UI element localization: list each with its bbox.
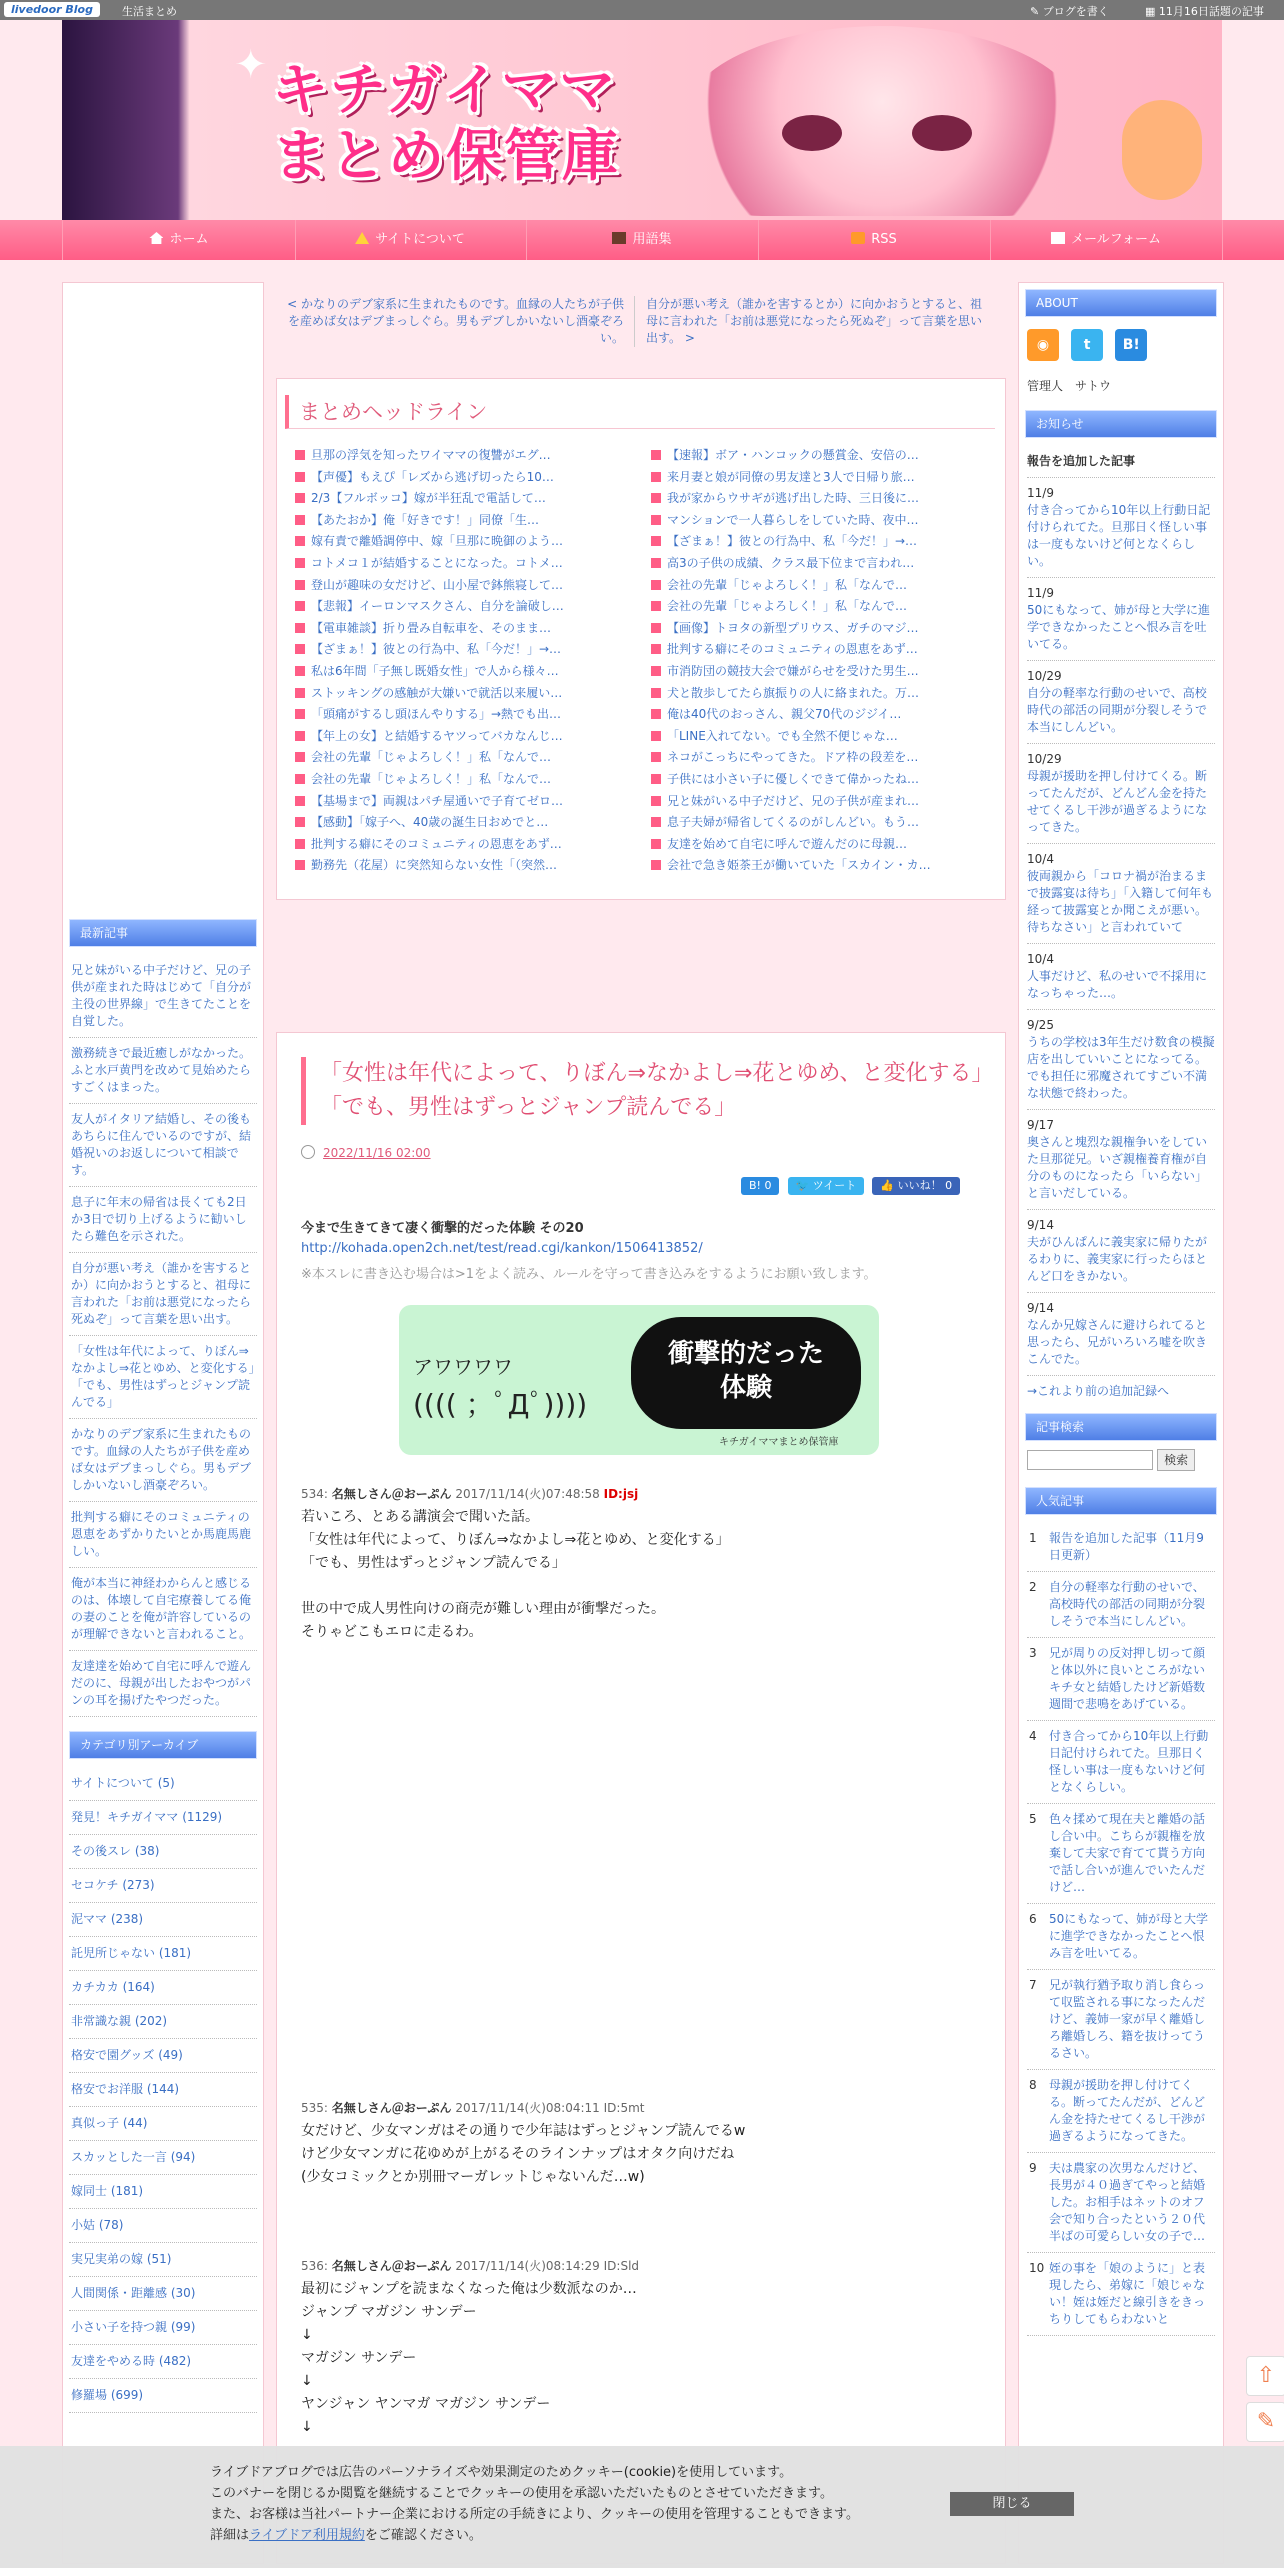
right-sidebar — [1018, 282, 1224, 2564]
ranking-item[interactable]: 9 夫は農家の次男なんだけど、長男が４０過ぎてやっと結婚した。お相手はネットのオフ会で知り合ったという２０代半ばの可愛らしい女の子で… — [1027, 2153, 1215, 2253]
rank-number: 8 — [1029, 2078, 1037, 2092]
category-archive-list — [63, 1767, 263, 2413]
ranking-item[interactable]: 3 兄が周りの反対押し切って顔と体以外に良いところがないキチ女と結婚したけど新婚数週間で悲鳴をあげている。 — [1027, 1638, 1215, 1721]
list-item[interactable]: 格安でお洋服 (144) — [69, 2073, 257, 2107]
headline-item[interactable]: ストッキングの感触が大嫌いで就活以来履い… — [295, 683, 625, 703]
bullet-icon — [651, 774, 661, 784]
bullet-icon — [295, 450, 305, 460]
twitter-icon[interactable]: t — [1071, 329, 1103, 361]
headline-item[interactable]: 会社の先輩「じゃよろしく！」私「なんで… — [651, 575, 981, 595]
list-item[interactable]: 託児所じゃない (181) — [69, 1937, 257, 1971]
next-article-link[interactable]: 自分が悪い考え（誰かを害するとか）に向かおうとすると、祖母に言われた「お前は悪党になったら死ぬぞ」って言葉を思い出す。 > — [646, 297, 983, 345]
headline-item[interactable]: 高3の子供の成績、クラス最下位まで言われ… — [651, 553, 981, 573]
bullet-icon — [295, 688, 305, 698]
headline-item[interactable]: 勤務先（花屋）に突然知らない女性「（突然… — [295, 855, 625, 875]
mascot-eye-left — [782, 115, 842, 151]
rank-number: 10 — [1029, 2261, 1045, 2275]
thumb-up-icon: 👍 — [880, 1179, 895, 1192]
comment-post — [301, 1485, 981, 1644]
mascot-eye-right — [912, 115, 972, 151]
list-item[interactable]: 俺が本当に神経わからんと感じるのは、体壊して自宅療養してる俺の妻のことを俺が許容しているのが理解できないと言われること。 — [69, 1568, 257, 1651]
list-item[interactable]: 友人がイタリア結婚し、その後もあちらに住んでいるのですが、結婚祝いのお返しについて相談です。 — [69, 1104, 257, 1187]
terms-link[interactable]: ライブドア利用規約 — [249, 2528, 365, 2543]
tweet-button[interactable]: 🐦 ツイート — [788, 1177, 865, 1195]
ranking-item[interactable]: 6 50にもなって、姉が母と大学に進学できなかったことへ恨み言を吐いてる。 — [1027, 1904, 1215, 1970]
headline-item[interactable]: コトメコ１が結婚することになった。コトメ… — [295, 553, 625, 573]
bullet-icon — [651, 709, 661, 719]
cookie-close-button[interactable]: 閉じる — [950, 2492, 1074, 2516]
post-header: 535: 名無しさん＠おーぷん 2017/11/14(火)08:04:11 ID:5mt — [301, 2101, 645, 2115]
mascot-girl-illustration — [682, 26, 1082, 216]
rss-icon — [851, 232, 865, 244]
home-icon — [149, 232, 163, 244]
bullet-icon — [295, 558, 305, 568]
headline-item[interactable]: 【速報】ボア・ハンコックの懸賞金、安倍の… — [651, 445, 981, 465]
headline-item[interactable]: 「LINE入れてない。でも全然不便じゃな… — [651, 726, 981, 746]
headline-item[interactable]: マンションで一人暮らしをしていた時、夜中… — [651, 510, 981, 530]
list-item[interactable]: 9/17 奥さんと塊烈な親権争いをしていた旦那従兄。いざ親権養育権が自分のものになったら「いらない」と言いだしている。 — [1027, 1110, 1215, 1210]
follow-icons — [1027, 329, 1223, 363]
recent-articles-title: 最新記事 — [69, 919, 257, 947]
list-item[interactable]: その後スレ (38) — [69, 1835, 257, 1869]
rank-number: 3 — [1029, 1646, 1037, 1660]
bullet-icon — [651, 666, 661, 676]
list-item[interactable]: サイトについて (5) — [69, 1767, 257, 1801]
list-item[interactable]: 批判する癖にそのコミュニティの恩恵をあずかりたいとか馬鹿馬鹿しい。 — [69, 1502, 257, 1568]
list-item[interactable]: 激務続きで最近癒しがなかった。ふと水戸黄門を改めて見始めたらすごくはまった。 — [69, 1038, 257, 1104]
list-item[interactable]: 9/25 うちの学校は3年生だけ数食の模擬店を出していいことになってる。でも担任に邪魔されてすごい不満な状態で終わった。 — [1027, 1010, 1215, 1110]
rank-number: 5 — [1029, 1812, 1037, 1826]
more-notices-link[interactable]: →これより前の追加記録へ — [1027, 1384, 1170, 1398]
headline-title: まとめヘッドライン — [285, 395, 995, 429]
headline-item[interactable]: 【あたおか】俺「好きです！」同僚「生… — [295, 510, 625, 530]
list-item[interactable]: 友達達を始めて自宅に呼んで遊んだのに、母親が出したおやつがパンの耳を揚げたやつだった。 — [69, 1651, 257, 1717]
hatena-icon[interactable]: B! — [1115, 329, 1147, 361]
clock-icon — [301, 1145, 315, 1159]
bullet-icon — [295, 796, 305, 806]
list-item[interactable]: 10/4 彼両親から「コロナ禍が治まるまで披露宴は待ち」「入籍して何年も経って披露宴とか聞こえが悪い。待ちなさい」と言われていて — [1027, 844, 1215, 944]
post-body: 若いころ、とある講演会で聞いた話。 「女性は年代によって、りぼん⇒なかよし⇒花とゆめ、と変化する」 「でも、男性はずっとジャンプ読んでる」 世の中で成人男性向けの商売が難しい理由が衝撃だった。 そりゃどこもエロに走るわ。 — [301, 1509, 730, 1640]
nav-rss[interactable]: RSS — [758, 220, 991, 260]
article — [276, 1032, 1006, 2564]
banner-speech-cloud: 衝撃的だった 体験 — [631, 1317, 861, 1429]
bullet-icon — [295, 731, 305, 741]
headline-item[interactable]: 犬と散歩してたら旗振りの人に絡まれた。万… — [651, 683, 981, 703]
headline-item[interactable]: 会社の先輩「じゃよろしく！」私「なんで… — [295, 747, 625, 767]
source-thread-title: 今まで生きてきて凄く衝撃的だった体験 その20 — [301, 1221, 584, 1236]
headline-item[interactable]: 市消防団の競技大会で嫌がらせを受けた男生… — [651, 661, 981, 681]
list-item[interactable]: 10/29 自分の軽率な行動のせいで、高校時代の部活の同期が分裂しそうで本当にしんどい。 — [1027, 661, 1215, 744]
headline-item[interactable]: ネコがこっちにやってきた。ドア枠の段差を… — [651, 747, 981, 767]
shocking-experience-banner — [399, 1305, 879, 1455]
write-blog-link[interactable]: ✎ ブログを書く — [1030, 5, 1109, 18]
site-title: キチガイママ まとめ保管庫 — [272, 58, 620, 189]
headline-item[interactable]: 【画像】トヨタの新型プリウス、ガチのマジ… — [651, 618, 981, 638]
hatena-bookmark-button[interactable]: B! 0 — [741, 1177, 779, 1195]
ranking-item[interactable]: 2 自分の軽率な行動のせいで、高校時代の部活の同期が分裂しそうで本当にしんどい。 — [1027, 1572, 1215, 1638]
headline-item[interactable]: 【ざまぁ！】彼との行為中、私「今だ！」→… — [295, 639, 625, 659]
warning-icon — [355, 232, 369, 244]
bullet-icon — [651, 536, 661, 546]
nav-home[interactable]: ホーム — [62, 220, 296, 260]
search-input[interactable] — [1027, 1450, 1153, 1470]
list-item[interactable]: 発見！キチガイママ (1129) — [69, 1801, 257, 1835]
pencil-icon: ✎ — [1256, 2409, 1276, 2434]
list-item[interactable]: 人間関係・距離感 (30) — [69, 2277, 257, 2311]
rank-number: 7 — [1029, 1978, 1037, 1992]
headline-item[interactable]: 息子夫婦が帰省してくるのがしんどい。もう… — [651, 812, 981, 832]
list-item[interactable]: 10/4 人事だけど、私のせいで不採用になっちゃった…。 — [1027, 944, 1215, 1010]
notice-list — [1019, 446, 1223, 1376]
bullet-icon — [651, 796, 661, 806]
banner-site-mark: キチガイママまとめ保管庫 — [719, 1437, 839, 1448]
list-item[interactable]: 小さい子を持つ親 (99) — [69, 2311, 257, 2345]
prev-article-link[interactable]: < かなりのデブ家系に生まれたものです。血縁の人たちが子供を産めば女はデブまっしぐら。男もデブしかいないし酒豪ぞろい。 — [286, 296, 635, 347]
list-item[interactable]: 嫁同士 (181) — [69, 2175, 257, 2209]
list-item[interactable]: 報告を追加した記事 — [1027, 446, 1215, 478]
nav-mail-form[interactable]: メールフォーム — [990, 220, 1223, 260]
list-item[interactable]: スカッとした一言 (94) — [69, 2141, 257, 2175]
bullet-icon — [651, 580, 661, 590]
post-body: 女だけど、少女マンガはその通りで少年誌はずっとジャンプ読んでるw けど少女マンガに花ゆめが上がるそのラインナップはオタク向けだね (少女コミックとか別冊マーガレットじゃないんだ…w) — [301, 2123, 746, 2185]
posting-note: ※本スレに書き込む場合は>1をよく読み、ルールを守って書き込みをするようにお願い致します。 — [301, 1267, 877, 1282]
matome-headline-box — [276, 378, 1006, 900]
social-buttons — [737, 1177, 987, 1197]
headline-item[interactable]: 友達を始めて自宅に呼んで遊んだのに母親… — [651, 834, 981, 854]
article-search-title: 記事検索 — [1025, 1413, 1217, 1441]
headline-item[interactable]: 【年上の女】と結婚するヤツってバカなんじ… — [295, 726, 625, 746]
bullet-icon — [295, 580, 305, 590]
bear-mascot-illustration — [1122, 100, 1202, 200]
headline-item[interactable]: 【基場まで】両親はパチ屋通いで子育てゼロ… — [295, 791, 625, 811]
rank-number: 4 — [1029, 1729, 1037, 1743]
bullet-icon — [295, 493, 305, 503]
list-item[interactable]: 11/9 付き合ってから10年以上行動日記付けられてた。旦那日く怪しい事は一度もないけど何となくらしい。 — [1027, 478, 1215, 578]
category-archive-title: カテゴリ別アーカイブ — [69, 1731, 257, 1759]
main-column — [276, 282, 1006, 2562]
headline-item[interactable]: 兄と妹がいる中子だけど、兄の子供が産まれ… — [651, 791, 981, 811]
source-thread-url[interactable]: http://kohada.open2ch.net/test/read.cgi/kankon/1506413852/ — [301, 1241, 703, 1256]
headline-item[interactable]: 嫁有責で離婚調停中、嫁「旦那に晩御のよう… — [295, 531, 625, 551]
list-item[interactable]: セコケチ (273) — [69, 1869, 257, 1903]
bullet-icon — [295, 839, 305, 849]
bullet-icon — [651, 752, 661, 762]
livedoor-blog-logo[interactable]: livedoor Blog — [4, 2, 100, 17]
bullet-icon — [651, 601, 661, 611]
rank-number: 2 — [1029, 1580, 1037, 1594]
comment-post — [301, 2099, 981, 2189]
bullet-icon — [651, 731, 661, 741]
top-bar — [0, 0, 1284, 20]
headline-item[interactable]: 会社の先輩「じゃよろしく！」私「なんで… — [295, 769, 625, 789]
rank-number: 6 — [1029, 1912, 1037, 1926]
list-item[interactable]: 実兄実弟の嫁 (51) — [69, 2243, 257, 2277]
list-item[interactable]: 真似っ子 (44) — [69, 2107, 257, 2141]
list-item[interactable]: 10/29 母親が援助を押し付けてくる。断ってたんだが、どんどん金を持たせてくるし干渉が過ぎるようになってきた。 — [1027, 744, 1215, 844]
list-item[interactable]: 9/14 なんか兄嫁さんに避けられてると思ったら、兄がいろいろ嘘を吹きこんでた。 — [1027, 1293, 1215, 1376]
post-body: 最初にジャンプを読まなくなった俺は少数派なのか… ジャンプ マガジン サンデー ↓ マガジン サンデー ↓ ヤンジャン ヤンマガ マガジン サンデー ↓ — [301, 2281, 637, 2435]
nav-about[interactable]: サイトについて — [294, 220, 527, 260]
list-item[interactable]: 友達をやめる時 (482) — [69, 2345, 257, 2379]
scroll-top-button[interactable] — [1246, 2356, 1284, 2396]
ranking-item[interactable]: 5 色々揉めて現在夫と離婚の話し合い中。こちらが親権を放棄して夫家で育てて貰う方向で話し合いが進んでいたんだけど… — [1027, 1804, 1215, 1904]
headline-item[interactable]: 旦那の浮気を知ったワイママの復讐がエグ… — [295, 445, 625, 465]
bullet-icon — [651, 644, 661, 654]
prev-next-nav — [276, 296, 1006, 356]
rank-number: 1 — [1029, 1531, 1037, 1545]
headline-item[interactable]: 俺は40代のおっさん、親父70代のジジイ… — [651, 704, 981, 724]
list-item[interactable]: 9/14 夫がひんぱんに義実家に帰りたがるわりに、義実家に行ったらほとんど口をきかない。 — [1027, 1210, 1215, 1293]
bullet-icon — [651, 558, 661, 568]
admin-name: 管理人 サトウ — [1027, 379, 1112, 393]
bullet-icon — [295, 515, 305, 525]
headline-item[interactable]: 会社で急き姫茶王が働いていた「スカイン・カ… — [651, 855, 981, 875]
article-date[interactable]: 2022/11/16 02:00 — [301, 1145, 431, 1160]
book-icon — [612, 232, 626, 244]
list-item[interactable]: 自分が悪い考え（誰かを害するとか）に向かおうとすると、祖母に言われた「お前は悪党になったら死ぬぞ」って言葉を思い出す。 — [69, 1253, 257, 1336]
bullet-icon — [295, 472, 305, 482]
bullet-icon — [295, 774, 305, 784]
bullet-icon — [295, 644, 305, 654]
banner-awawa-text: アワワワワ — [413, 1355, 513, 1379]
category-link[interactable]: 生活まとめ — [122, 5, 177, 18]
comment-post — [301, 2257, 981, 2439]
headline-item[interactable]: 【悲報】イーロンマスクさん、自分を論破し… — [295, 596, 625, 616]
sparkle-icon: ✦ — [234, 42, 268, 88]
bullet-icon — [651, 450, 661, 460]
bullet-icon — [295, 601, 305, 611]
nav-glossary[interactable]: 用語集 — [526, 220, 759, 260]
bullet-icon — [651, 860, 661, 870]
headline-item[interactable]: 2/3【フルボッコ】嫁が半狂乱で電話して… — [295, 488, 625, 508]
today-topics-link[interactable]: ▦ 11月16日話題の記事 — [1145, 5, 1264, 18]
ranking-item[interactable]: 1 報告を追加した記事（11月9日更新） — [1027, 1523, 1215, 1572]
ranking-item[interactable]: 10 姪の事を「娘のように」と表現したら、弟嫁に「娘じゃない！姪は姪だと線引きをきっちりしてもらわないと — [1027, 2253, 1215, 2336]
popular-articles-title: 人気記事 — [1025, 1487, 1217, 1515]
recent-articles-list — [63, 955, 263, 1717]
headline-item[interactable]: 来月妻と娘が同僚の男友達と3人で日帰り旅… — [651, 467, 981, 487]
bullet-icon — [651, 839, 661, 849]
list-item[interactable]: 非常識な親 (202) — [69, 2005, 257, 2039]
cookie-consent-bar — [0, 2446, 1284, 2568]
headline-item[interactable]: 「頭痛がするし頭ほんやりする」→熱でも出… — [295, 704, 625, 724]
list-item[interactable]: かなりのデブ家系に生まれたものです。血縁の人たちが子供を産めば女はデブまっしぐら。男もデブしかいないし酒豪ぞろい。 — [69, 1419, 257, 1502]
list-item[interactable]: 「女性は年代によって、りぼん⇒なかよし⇒花とゆめ、と変化する」「でも、男性はずっとジャンプ読んでる」 — [69, 1336, 257, 1419]
search-button[interactable]: 検索 — [1157, 1449, 1195, 1471]
global-nav — [0, 220, 1284, 260]
bullet-icon — [651, 688, 661, 698]
pencil-icon: ✎ — [1030, 5, 1043, 18]
list-item[interactable]: カチカカ (164) — [69, 1971, 257, 2005]
bullet-icon — [295, 860, 305, 870]
mail-icon — [1051, 232, 1065, 244]
headline-item[interactable]: 登山が趣味の女だけど、山小屋で鉢熊寝して… — [295, 575, 625, 595]
headline-item[interactable]: 批判する癖にそのコミュニティの恩恵をあず… — [295, 834, 625, 854]
bullet-icon — [295, 817, 305, 827]
bullet-icon — [651, 817, 661, 827]
about-title: ABOUT — [1025, 289, 1217, 317]
ranking-item[interactable]: 8 母親が援助を押し付けてくる。断ってたんだが、どんどん金を持たせてくるし干渉が過ぎるようになってきた。 — [1027, 2070, 1215, 2153]
facebook-like-button[interactable]: 👍 いいね！ 0 — [872, 1177, 960, 1195]
arrow-up-icon: ⇧ — [1256, 2363, 1276, 2388]
headline-item[interactable]: 子供には小さい子に優しくできて偉かったね… — [651, 769, 981, 789]
banner-face-text: (((( ；ﾟДﾟ)))) — [413, 1388, 588, 1421]
list-item[interactable]: 修羅場 (699) — [69, 2379, 257, 2413]
list-item[interactable]: 泥ママ (238) — [69, 1903, 257, 1937]
list-item[interactable]: 息子に年末の帰省は長くても2日か3日で切り上げるように勧いしたら難色を示された。 — [69, 1187, 257, 1253]
calendar-icon: ▦ — [1145, 5, 1159, 18]
left-ad-space — [63, 283, 263, 913]
rank-number: 9 — [1029, 2161, 1037, 2175]
article-title: 「女性は年代によって、りぼん⇒なかよし⇒花とゆめ、と変化する」「でも、男性はずっとジャンプ読んでる」 — [301, 1057, 1000, 1125]
ranking-item[interactable]: 4 付き合ってから10年以上行動日記付けられてた。旦那日く怪しい事は一度もないけど何となくらしい。 — [1027, 1721, 1215, 1804]
headline-item[interactable]: 批判する癖にそのコミュニティの恩恵をあず… — [651, 639, 981, 659]
bullet-icon — [651, 493, 661, 503]
headline-item[interactable]: 会社の先輩「じゃよろしく！」私「なんで… — [651, 596, 981, 616]
bullet-icon — [295, 709, 305, 719]
headline-item[interactable]: 【ざまぁ！】彼との行為中、私「今だ！」→… — [651, 531, 981, 551]
bullet-icon — [651, 623, 661, 633]
article-search — [1027, 1449, 1215, 1473]
headline-list — [295, 445, 995, 885]
bullet-icon — [295, 666, 305, 676]
bullet-icon — [651, 515, 661, 525]
headline-item[interactable]: 【感動】「嫁子へ、40歳の誕生日おめでと… — [295, 812, 625, 832]
comment-button[interactable] — [1246, 2402, 1284, 2442]
headline-item[interactable]: 【声優】もえぴ「レズから逃げ切ったら10… — [295, 467, 625, 487]
post-header: 536: 名無しさん＠おーぷん 2017/11/14(火)08:14:29 ID:Sld — [301, 2259, 640, 2273]
bird-icon: 🐦 — [795, 1179, 810, 1192]
list-item[interactable]: 11/9 50にもなって、姉が母と大学に進学できなかったことへ恨み言を吐いてる。 — [1027, 578, 1215, 661]
popular-articles-list — [1019, 1523, 1223, 2336]
bullet-icon — [295, 623, 305, 633]
site-header-banner[interactable] — [62, 20, 1222, 220]
post-header: 534: 名無しさん＠おーぷん 2017/11/14(火)07:48:58 ID:jsj — [301, 1487, 639, 1501]
headline-item[interactable]: 我が家からウサギが逃げ出した時、三日後に… — [651, 488, 981, 508]
rss-icon[interactable]: ◉ — [1027, 329, 1059, 361]
bullet-icon — [295, 536, 305, 546]
headline-item[interactable]: 私は6年間「子無し既婚女性」で人から様々… — [295, 661, 625, 681]
bullet-icon — [651, 472, 661, 482]
headline-item[interactable]: 【電車雑談】折り畳み自転車を、そのまま… — [295, 618, 625, 638]
list-item[interactable]: 兄と妹がいる中子だけど、兄の子供が産まれた時はじめて「自分が主役の世界線」で生きてたことを自覚した。 — [69, 955, 257, 1038]
cookie-text: ライブドアブログでは広告のパーソナライズや効果測定のためクッキー(cookie)を使用しています。 このバナーを閉じるか閲覧を継続することでクッキーの使用を承認いただいたものとさせていただきます。 また、お客様は当社パートナー企業における所定の手続きにより、クッキーの使用を管理することもできます。 詳細はライブドア利用規約をご確認ください。 — [210, 2465, 859, 2543]
bullet-icon — [295, 752, 305, 762]
left-sidebar — [62, 282, 264, 2564]
list-item[interactable]: 格安で園グッズ (49) — [69, 2039, 257, 2073]
list-item[interactable]: 小姑 (78) — [69, 2209, 257, 2243]
notice-title: お知らせ — [1025, 410, 1217, 438]
ranking-item[interactable]: 7 兄が執行猶予取り消し食らって収監される事になったんだけど、義姉一家が早く離婚しろ離婚しろ、籍を抜けってうるさい。 — [1027, 1970, 1215, 2070]
